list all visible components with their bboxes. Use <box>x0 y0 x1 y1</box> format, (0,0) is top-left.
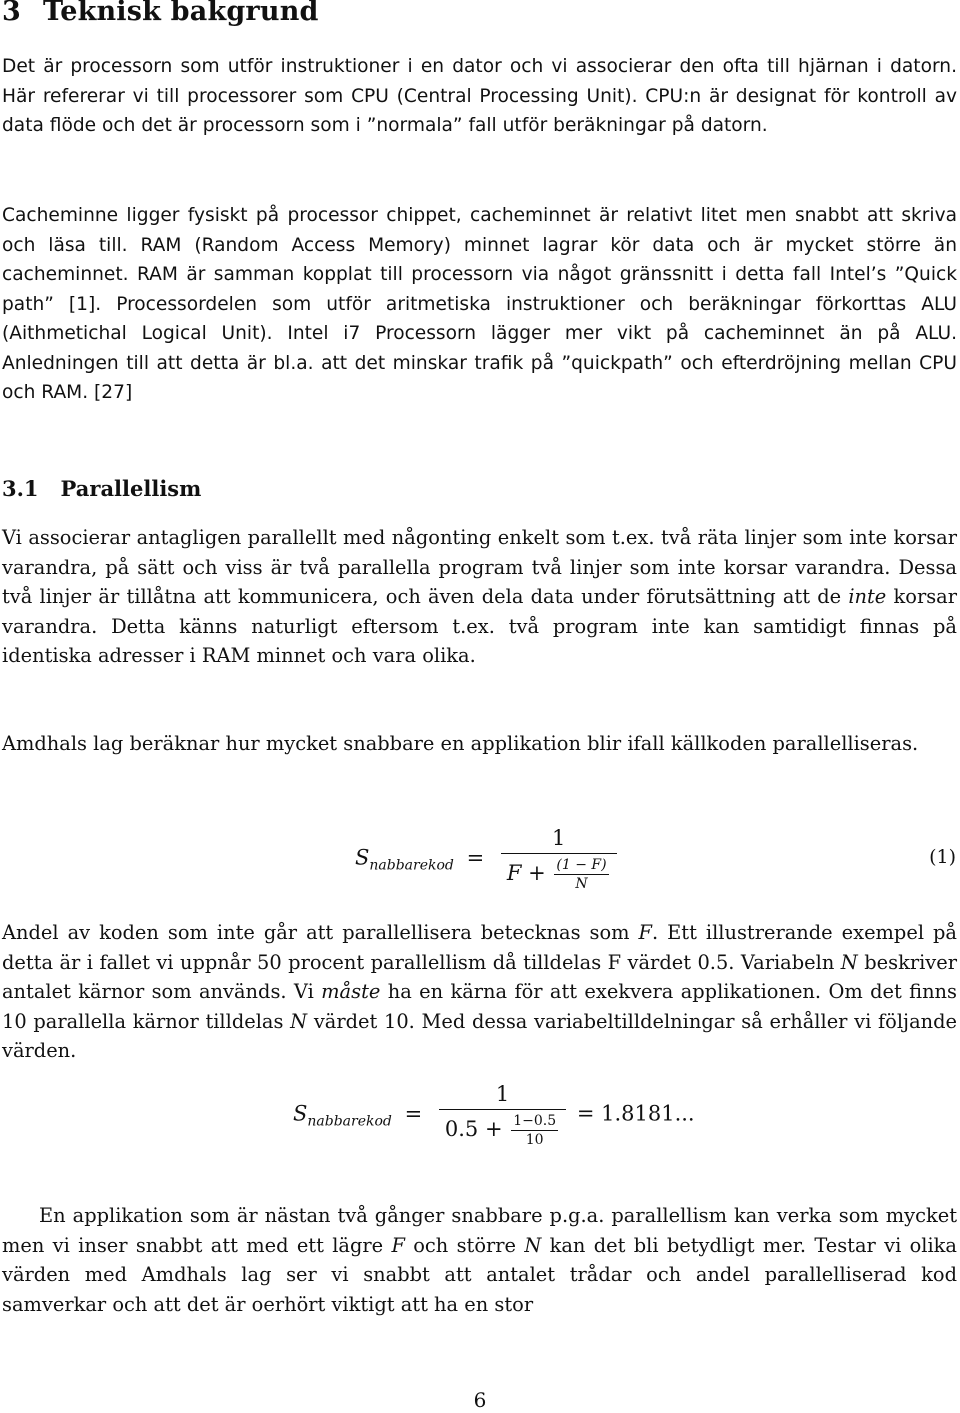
eq1-lhs: S <box>355 845 370 870</box>
var-F: F <box>391 1233 405 1257</box>
section-heading <box>2 0 319 27</box>
page-number: 6 <box>473 1388 487 1412</box>
eq2-lhs: S <box>293 1101 308 1126</box>
eq1-equals: = <box>466 845 485 870</box>
text-run: kan det bli betydligt mer. Testar vi olika värden med Amdhals lag ser vi snabbt att antalet trådar och andel parallelliserad kod samverkar och att det är oerhört viktigt att ha en stor <box>2 1233 957 1316</box>
eq1-inner-num: (1 − F) <box>556 857 607 873</box>
eq2-result: = 1.8181... <box>576 1101 695 1126</box>
eq2-subscript: nabbarekod <box>307 1113 392 1130</box>
var-F: F <box>638 921 652 944</box>
variables-paragraph <box>2 918 957 1066</box>
cache-paragraph: Cacheminne ligger fysiskt på processor chippet, cacheminnet är relativt litet men snabbt att skriva och läsa till. RAM (Random Access Memory) minnet lagrar kör data och är mycket större än cacheminnet. RAM är samman kopplat till processorn via något gränssnitt i detta fall Intel’s ”Quick path” [1]. Processordelen som utför aritmetiska instruktioner och beräkningar förkorttas ALU (Aithmetichal Logical Unit). Intel i7 Processorn lägger mer vikt på cacheminnet än på ALU. Anledningen till att detta är bl.a. att det minskar trafik på ”quickpath” och efterdröjning mellan CPU och RAM. [27] <box>2 205 957 403</box>
eq2-numerator: 1 <box>439 1082 566 1110</box>
eq1-subscript: nabbarekod <box>369 857 454 874</box>
amdahl-intro-paragraph: Amdhals lag beräknar hur mycket snabbare en applikation blir ifall källkoden parallelliseras. <box>2 732 919 755</box>
section-number: 3 <box>2 0 21 27</box>
emphasis: inte <box>848 585 887 608</box>
text-run: värdet 10. Med dessa variabeltilldelningar så erhåller vi följande värden. <box>2 1009 958 1062</box>
eq1-numerator: 1 <box>501 826 617 854</box>
emphasis: måste <box>321 980 381 1003</box>
parallellism-paragraph <box>2 523 957 671</box>
eq1-denominator <box>501 854 617 892</box>
text-run: ha en kärna för att exekvera applikationen. Om det finns 10 parallella kärnor tilldelas <box>2 980 957 1033</box>
text-run: korsar varandra. Detta känns naturligt eftersom t.ex. två program inte kan samtidigt finnas på identiska adresser i RAM minnet och vara olika. <box>2 585 957 667</box>
eq2-denominator <box>439 1110 566 1148</box>
text-run: och större <box>404 1233 525 1257</box>
intro-paragraph: Det är processorn som utför instruktioner i en dator och vi associerar den ofta till hjärnan i datorn. Här refererar vi till processorer som CPU (Central Processing Unit). CPU:n är designat för kontroll av data flöde och det är processorn som i ”normala” fall utför beräkningar på datorn. <box>2 56 957 136</box>
conclusion-paragraph <box>2 1201 957 1319</box>
subsection-title: Parallellism <box>60 476 202 501</box>
eq2-inner-num: 1−0.5 <box>513 1113 557 1129</box>
text-run: . Ett illustrerande exempel på detta är i fallet vi uppnår 50 procent parallellism då tilldelas F värdet 0.5. Variabeln <box>2 921 957 974</box>
text-run: beskriver antalet kärnor som används. Vi <box>2 950 957 1003</box>
eq2-inner-fraction <box>511 1113 558 1148</box>
equation-number: (1) <box>929 846 956 868</box>
text-run: Vi associerar antagligen parallellt med någonting enkelt som t.ex. två räta linjer som inte korsar varandra, på sätt och viss är två parallella program två linjer som inte korsar varandra. Dessa två linjer är tillåtna att kommunicera, och även dela data under förutsättning att de <box>2 526 957 608</box>
text-run: Andel av koden som inte går att parallellisera betecknas som <box>2 921 639 944</box>
eq1-fraction <box>501 826 617 892</box>
text-run: En applikation som är nästan två gånger snabbare p.g.a. parallellism kan verka som mycket men vi inser snabbt att med ett lägre <box>2 1204 957 1257</box>
eq1-inner-fraction <box>554 857 608 892</box>
section-title: Teknisk bakgrund <box>43 0 319 27</box>
eq1-den-lead: F + <box>506 861 546 885</box>
eq2-den-lead: 0.5 + <box>444 1117 503 1141</box>
var-N: N <box>524 1233 542 1257</box>
eq2-fraction <box>439 1082 566 1148</box>
eq1-inner-den: N <box>575 876 588 892</box>
subsection-number: 3.1 <box>2 476 39 501</box>
eq2-inner-den: 10 <box>525 1132 544 1148</box>
eq2-equals: = <box>404 1101 423 1126</box>
var-N: N <box>290 1009 308 1033</box>
subsection-heading <box>2 476 201 501</box>
var-N: N <box>840 950 858 974</box>
